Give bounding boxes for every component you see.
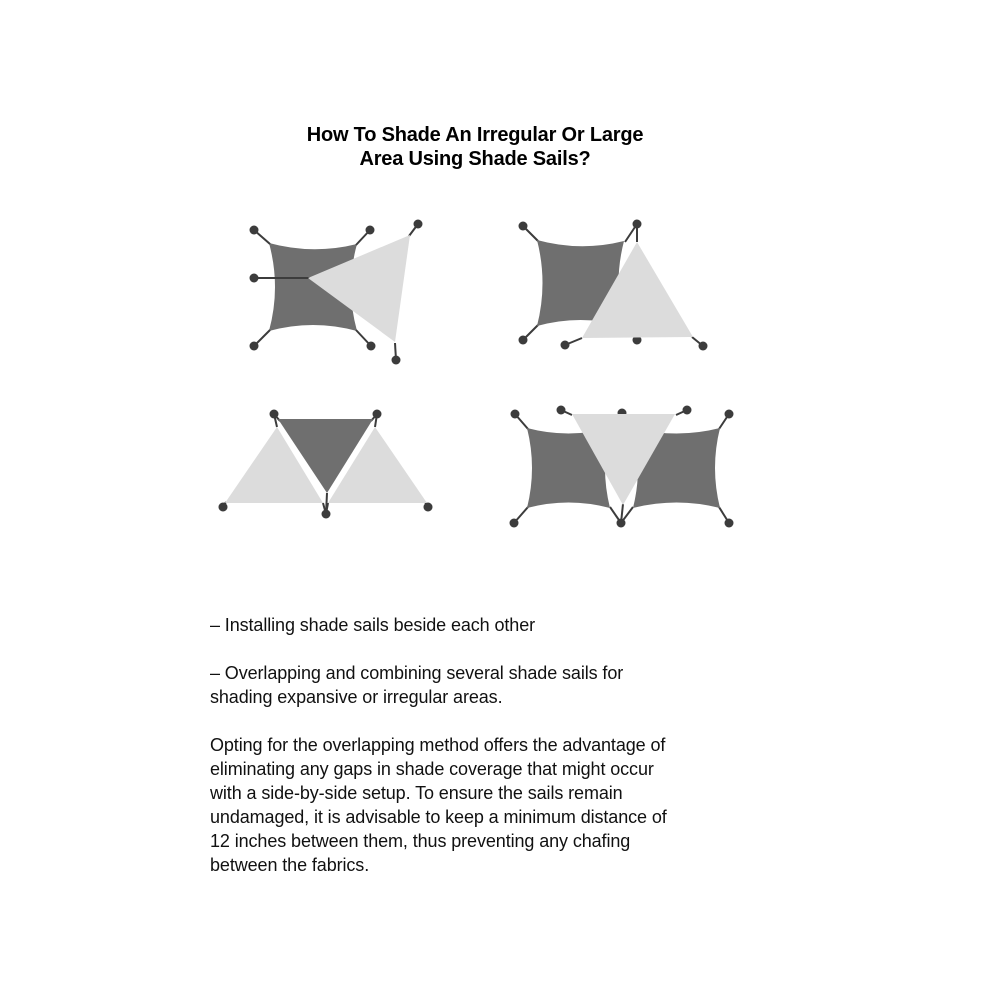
- body-text: [210, 613, 810, 877]
- diagram-two-triangles-inverted-triangle: [210, 390, 450, 530]
- bullet-item-1: [210, 613, 810, 637]
- body-paragraph-line-1: Opting for the overlapping method offers the advantage of: [210, 735, 666, 755]
- body-paragraph-line-4: undamaged, it is advisable to keep a minimum distance of: [210, 807, 667, 827]
- bullet-item-1-line-1: – Installing shade sails beside each other: [210, 615, 536, 635]
- body-paragraph-line-3: with a side-by-side setup. To ensure the sails remain: [210, 783, 623, 803]
- body-paragraph: [210, 733, 810, 877]
- body-paragraph-line-6: between the fabrics.: [210, 855, 370, 875]
- page-title-line-2: Area Using Shade Sails?: [359, 148, 591, 170]
- body-paragraph-line-5: 12 inches between them, thus preventing any chafing: [210, 831, 631, 851]
- page-title: [175, 123, 775, 171]
- body-paragraph-line-2: eliminating any gaps in shade coverage that might occur: [210, 759, 654, 779]
- diagram-square-sail-left-triangle: [220, 200, 440, 380]
- diagram-square-sail-upright-triangle: [500, 200, 730, 380]
- diagram-two-squares-inverted-triangle: [490, 390, 750, 540]
- bullet-item-2: [210, 661, 810, 709]
- bullet-item-2-line-2: shading expansive or irregular areas.: [210, 687, 503, 707]
- bullet-item-2-line-1: – Overlapping and combining several shade sails for: [210, 663, 624, 683]
- page-title-line-1: How To Shade An Irregular Or Large: [306, 124, 644, 146]
